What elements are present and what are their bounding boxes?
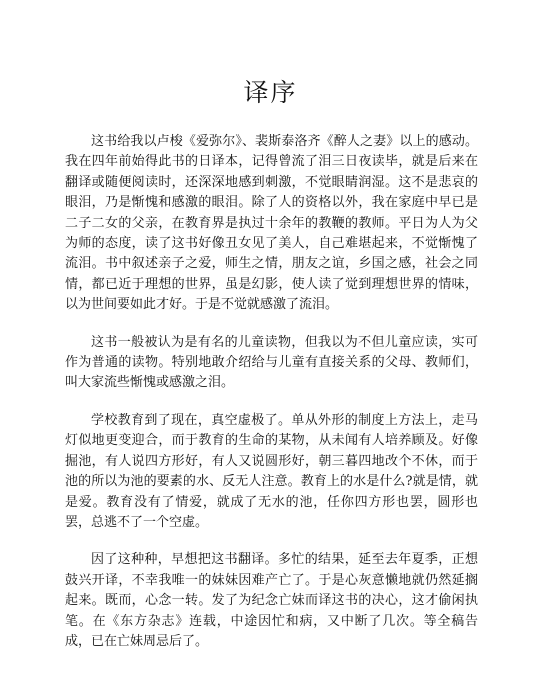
document-body bbox=[65, 132, 478, 669]
paragraph-1: 这书给我以卢梭《爱弥尔》、裴斯泰洛齐《醉人之妻》以上的感动。我在四年前始得此书的日译本，记得曾流了泪三日夜读毕，就是后来在翻译或随便阅读时，还深深地感到刺激，不觉眼睛润湿。这不是悲哀的眼泪，乃是惭愧和感激的眼泪。除了人的资格以外，我在家庭中早已是二子二女的父亲，在教育界是执过十余年的教鞭的教师。平日为人为父为师的态度，读了这书好像丑女见了美人，自己难堪起来，不觉惭愧了流泪。书中叙述亲子之爱，师生之情，朋友之谊，乡国之感，社会之同情，都已近于理想的世界，虽是幻影，使人读了觉到理想世界的情味，以为世间要如此才好。于是不觉就感激了流泪。 bbox=[65, 134, 478, 313]
page-title: 译序 bbox=[243, 78, 298, 107]
paragraph-4: 因了这种种，早想把这书翻译。多忙的结果，延至去年夏季，正想鼓兴开译，不幸我唯一的妹妹因难产亡了。于是心灰意懒地就仍然延搁起来。既而，心念一转。发了为纪念亡妹而译这书的决心，这才偷闲执笔。在《东方杂志》连载，中途因忙和病，又中断了几次。等全稿告成，已在亡妹周忌后了。 bbox=[65, 552, 478, 649]
paragraph-2: 这书一般被认为是有名的儿童读物，但我以为不但儿童应读，实可作为普通的读物。特别地敢介绍给与儿童有直接关系的父母、教师们，叫大家流些惭愧或感激之泪。 bbox=[65, 334, 478, 391]
paragraph-3: 学校教育到了现在，真空虚极了。单从外形的制度上方法上，走马灯似地更变迎合，而于教育的生命的某物，从未闻有人培养顾及。好像掘池，有人说四方形好，有人又说圆形好，朝三暮四地改个不休，而于池的所以为池的要素的水、反无人注意。教育上的水是什么?就是情，就是爱。教育没有了情爱，就成了无水的池，任你四方形也罢，圆形也罢，总逃不了一个空虚。 bbox=[65, 412, 478, 530]
